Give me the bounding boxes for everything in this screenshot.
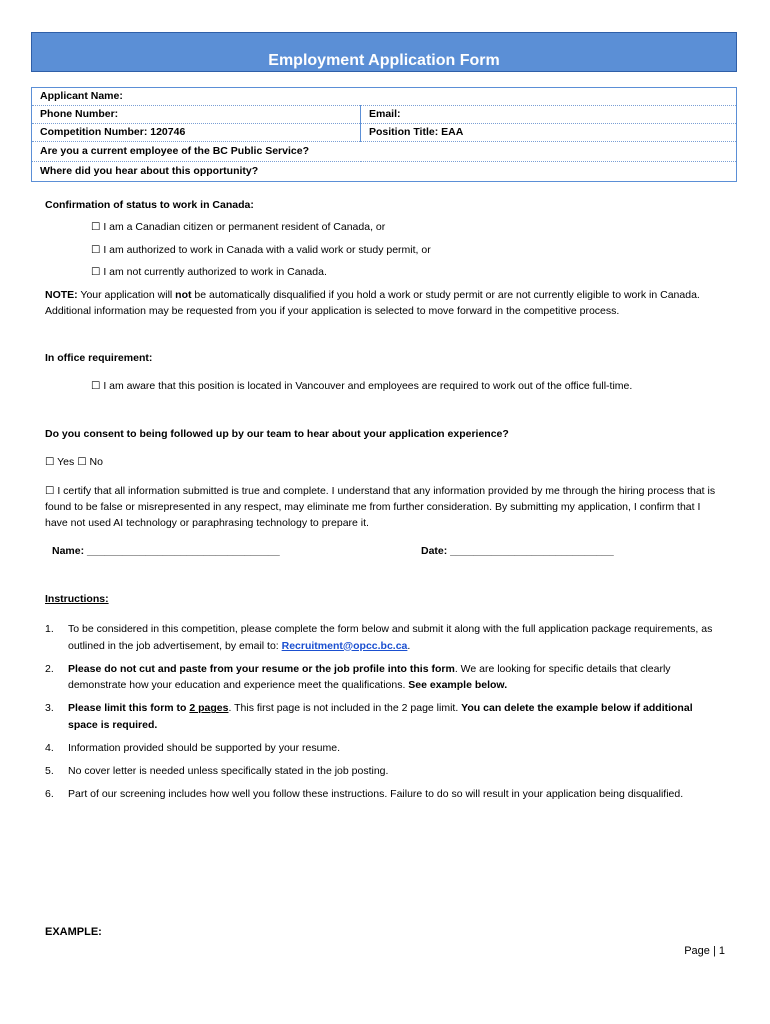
consent-question: Do you consent to being followed up by our team to hear about your application experience?: [45, 428, 509, 440]
instructions-list: [45, 621, 725, 802]
instruction-item: 1. To be considered in this competition, please complete the form below and submit it along with the full application package requirements, as outlined in the job advertisement, by email to: Recruitment@opcc.bc.ca.: [45, 623, 713, 652]
instructions-heading: Instructions:: [45, 593, 109, 605]
applicant-name-field[interactable]: Applicant Name:: [32, 88, 737, 106]
consent-options: [45, 454, 725, 470]
confirmation-section: [45, 197, 725, 320]
instruction-item: 6. Part of our screening includes how well you follow these instructions. Failure to do so will result in your application being disqualified.: [45, 788, 684, 801]
certify-checkbox[interactable]: ☐ I certify that all information submitted is true and complete. I understand that any information provided by me through the hiring process that is found to be false or misrepresented in any respect, may eliminate me from further consideration. By submitting my application, I confirm that I have not used AI technology or paraphrasing technology to prepare it.: [45, 484, 716, 530]
citizen-checkbox[interactable]: ☐ I am a Canadian citizen or permanent resident of Canada, or: [91, 221, 386, 234]
form-title: Employment Application Form: [268, 52, 500, 69]
instruction-item: 3. Please limit this form to 2 pages. This first page is not included in the 2 page limit. You can delete the example below if additional space is required.: [45, 702, 693, 731]
name-signature-line[interactable]: Name: _________________________________: [52, 545, 280, 557]
hear-about-field[interactable]: Where did you hear about this opportunity?: [40, 165, 259, 178]
office-checkbox[interactable]: ☐ I am aware that this position is located in Vancouver and employees are required to work out of the office full-time.: [91, 380, 633, 393]
consent-yes-checkbox[interactable]: ☐ Yes: [45, 456, 75, 469]
office-heading: In office requirement:: [45, 352, 153, 364]
example-label: EXAMPLE:: [45, 926, 102, 938]
position-title-field: Position Title: EAA: [361, 124, 737, 142]
authorized-checkbox[interactable]: ☐ I am authorized to work in Canada with a valid work or study permit, or: [91, 243, 431, 256]
form-title-banner: [31, 32, 737, 72]
instruction-item: 2. Please do not cut and paste from your resume or the job profile into this form. We are looking for specific details that clearly demonstrate how your education and experience meet the qualifications. See example below.: [45, 662, 671, 692]
confirmation-heading: Confirmation of status to work in Canada:: [45, 199, 254, 211]
date-signature-line[interactable]: Date: ____________________________: [421, 545, 614, 557]
not-authorized-checkbox[interactable]: ☐ I am not currently authorized to work in Canada.: [91, 265, 327, 278]
email-field[interactable]: Email:: [361, 106, 737, 124]
instruction-item: 5. No cover letter is needed unless specifically stated in the job posting.: [45, 765, 389, 778]
office-section: [45, 350, 725, 395]
page-number: Page | 1: [684, 945, 725, 957]
instructions-section: [45, 591, 725, 810]
consent-no-checkbox[interactable]: ☐ No: [77, 456, 103, 469]
phone-number-field[interactable]: Phone Number:: [32, 106, 361, 124]
instruction-item: 4. Information provided should be supported by your resume.: [45, 741, 340, 754]
consent-section: [45, 426, 725, 531]
current-employee-field[interactable]: Are you a current employee of the BC Public Service?: [32, 142, 737, 162]
recruitment-email-link[interactable]: Recruitment@opcc.bc.ca: [281, 639, 408, 652]
note-label: NOTE:: [45, 289, 78, 302]
competition-number-field: Competition Number: 120746: [32, 124, 361, 142]
applicant-info-table: [31, 87, 737, 182]
status-note: NOTE: Your application will not be automatically disqualified if you hold a work or study permit or are not currently eligible to work in Canada. Additional information may be requested from you if your application is selected to move forward in the competitive process.: [45, 289, 700, 318]
